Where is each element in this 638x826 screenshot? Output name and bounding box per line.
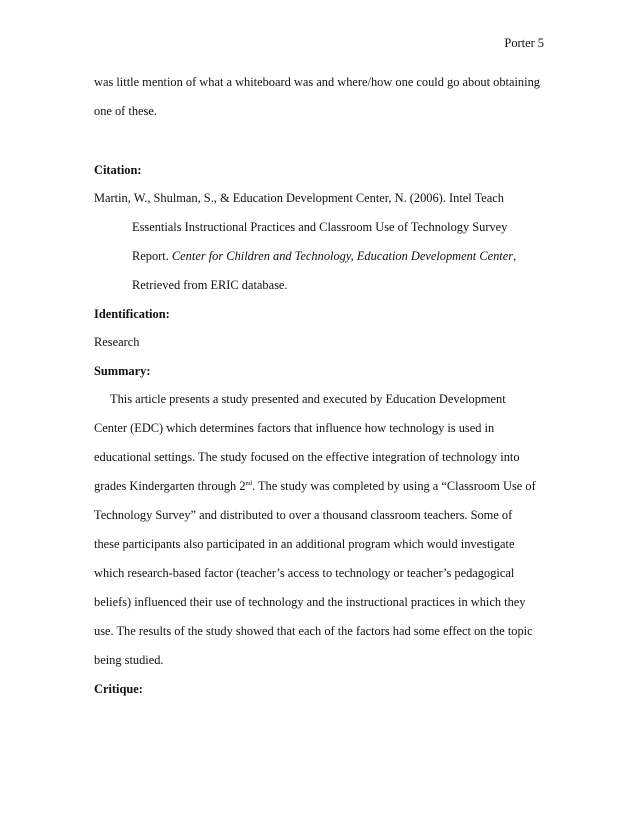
citation-heading: Citation: — [94, 163, 142, 177]
citation-report-label: Report. — [132, 249, 172, 263]
summary-line-8: beliefs) influenced their use of technology and the instructional practices in which they — [94, 595, 526, 609]
citation-comma: , — [513, 249, 517, 263]
citation-line-3 — [132, 248, 516, 264]
critique-heading: Critique: — [94, 682, 143, 696]
summary-line-10: being studied. — [94, 653, 164, 667]
summary-line-9: use. The results of the study showed that each of the factors had some effect on the topic — [94, 624, 533, 638]
summary-line-6: these participants also participated in an additional program which would investigate — [94, 537, 515, 551]
identification-heading: Identification: — [94, 307, 170, 321]
summary-heading: Summary: — [94, 364, 151, 378]
summary-line-4 — [94, 478, 536, 494]
summary-line-7: which research-based factor (teacher’s access to technology or teacher’s pedagogical — [94, 566, 515, 580]
citation-line-1: Martin, W., Shulman, S., & Education Development Center, N. (2006). Intel Teach — [94, 191, 504, 205]
citation-publisher: Center for Children and Technology, Education Development Center — [171, 249, 514, 263]
summary-line-3: educational settings. The study focused on the effective integration of technology into — [94, 450, 520, 464]
summary-line-4-start: grades Kindergarten through 2 — [94, 479, 246, 493]
citation-line-2: Essentials Instructional Practices and Classroom Use of Technology Survey — [132, 220, 508, 234]
summary-line-5: Technology Survey” and distributed to over a thousand classroom teachers. Some of — [94, 508, 513, 522]
summary-line-1: This article presents a study presented and executed by Education Development — [110, 392, 506, 406]
summary-line-4-end: . The study was completed by using a “Classroom Use of — [252, 479, 536, 493]
summary-line-2: Center (EDC) which determines factors that influence how technology is used in — [94, 421, 495, 435]
intro-line-2: one of these. — [94, 104, 157, 118]
page-header: Porter 5 — [504, 36, 544, 50]
citation-line-4: Retrieved from ERIC database. — [132, 278, 288, 292]
identification-value: Research — [94, 335, 140, 349]
ordinal-superscript: nd — [245, 479, 253, 487]
intro-line-1: was little mention of what a whiteboard was and where/how one could go about obtaining — [94, 75, 540, 89]
